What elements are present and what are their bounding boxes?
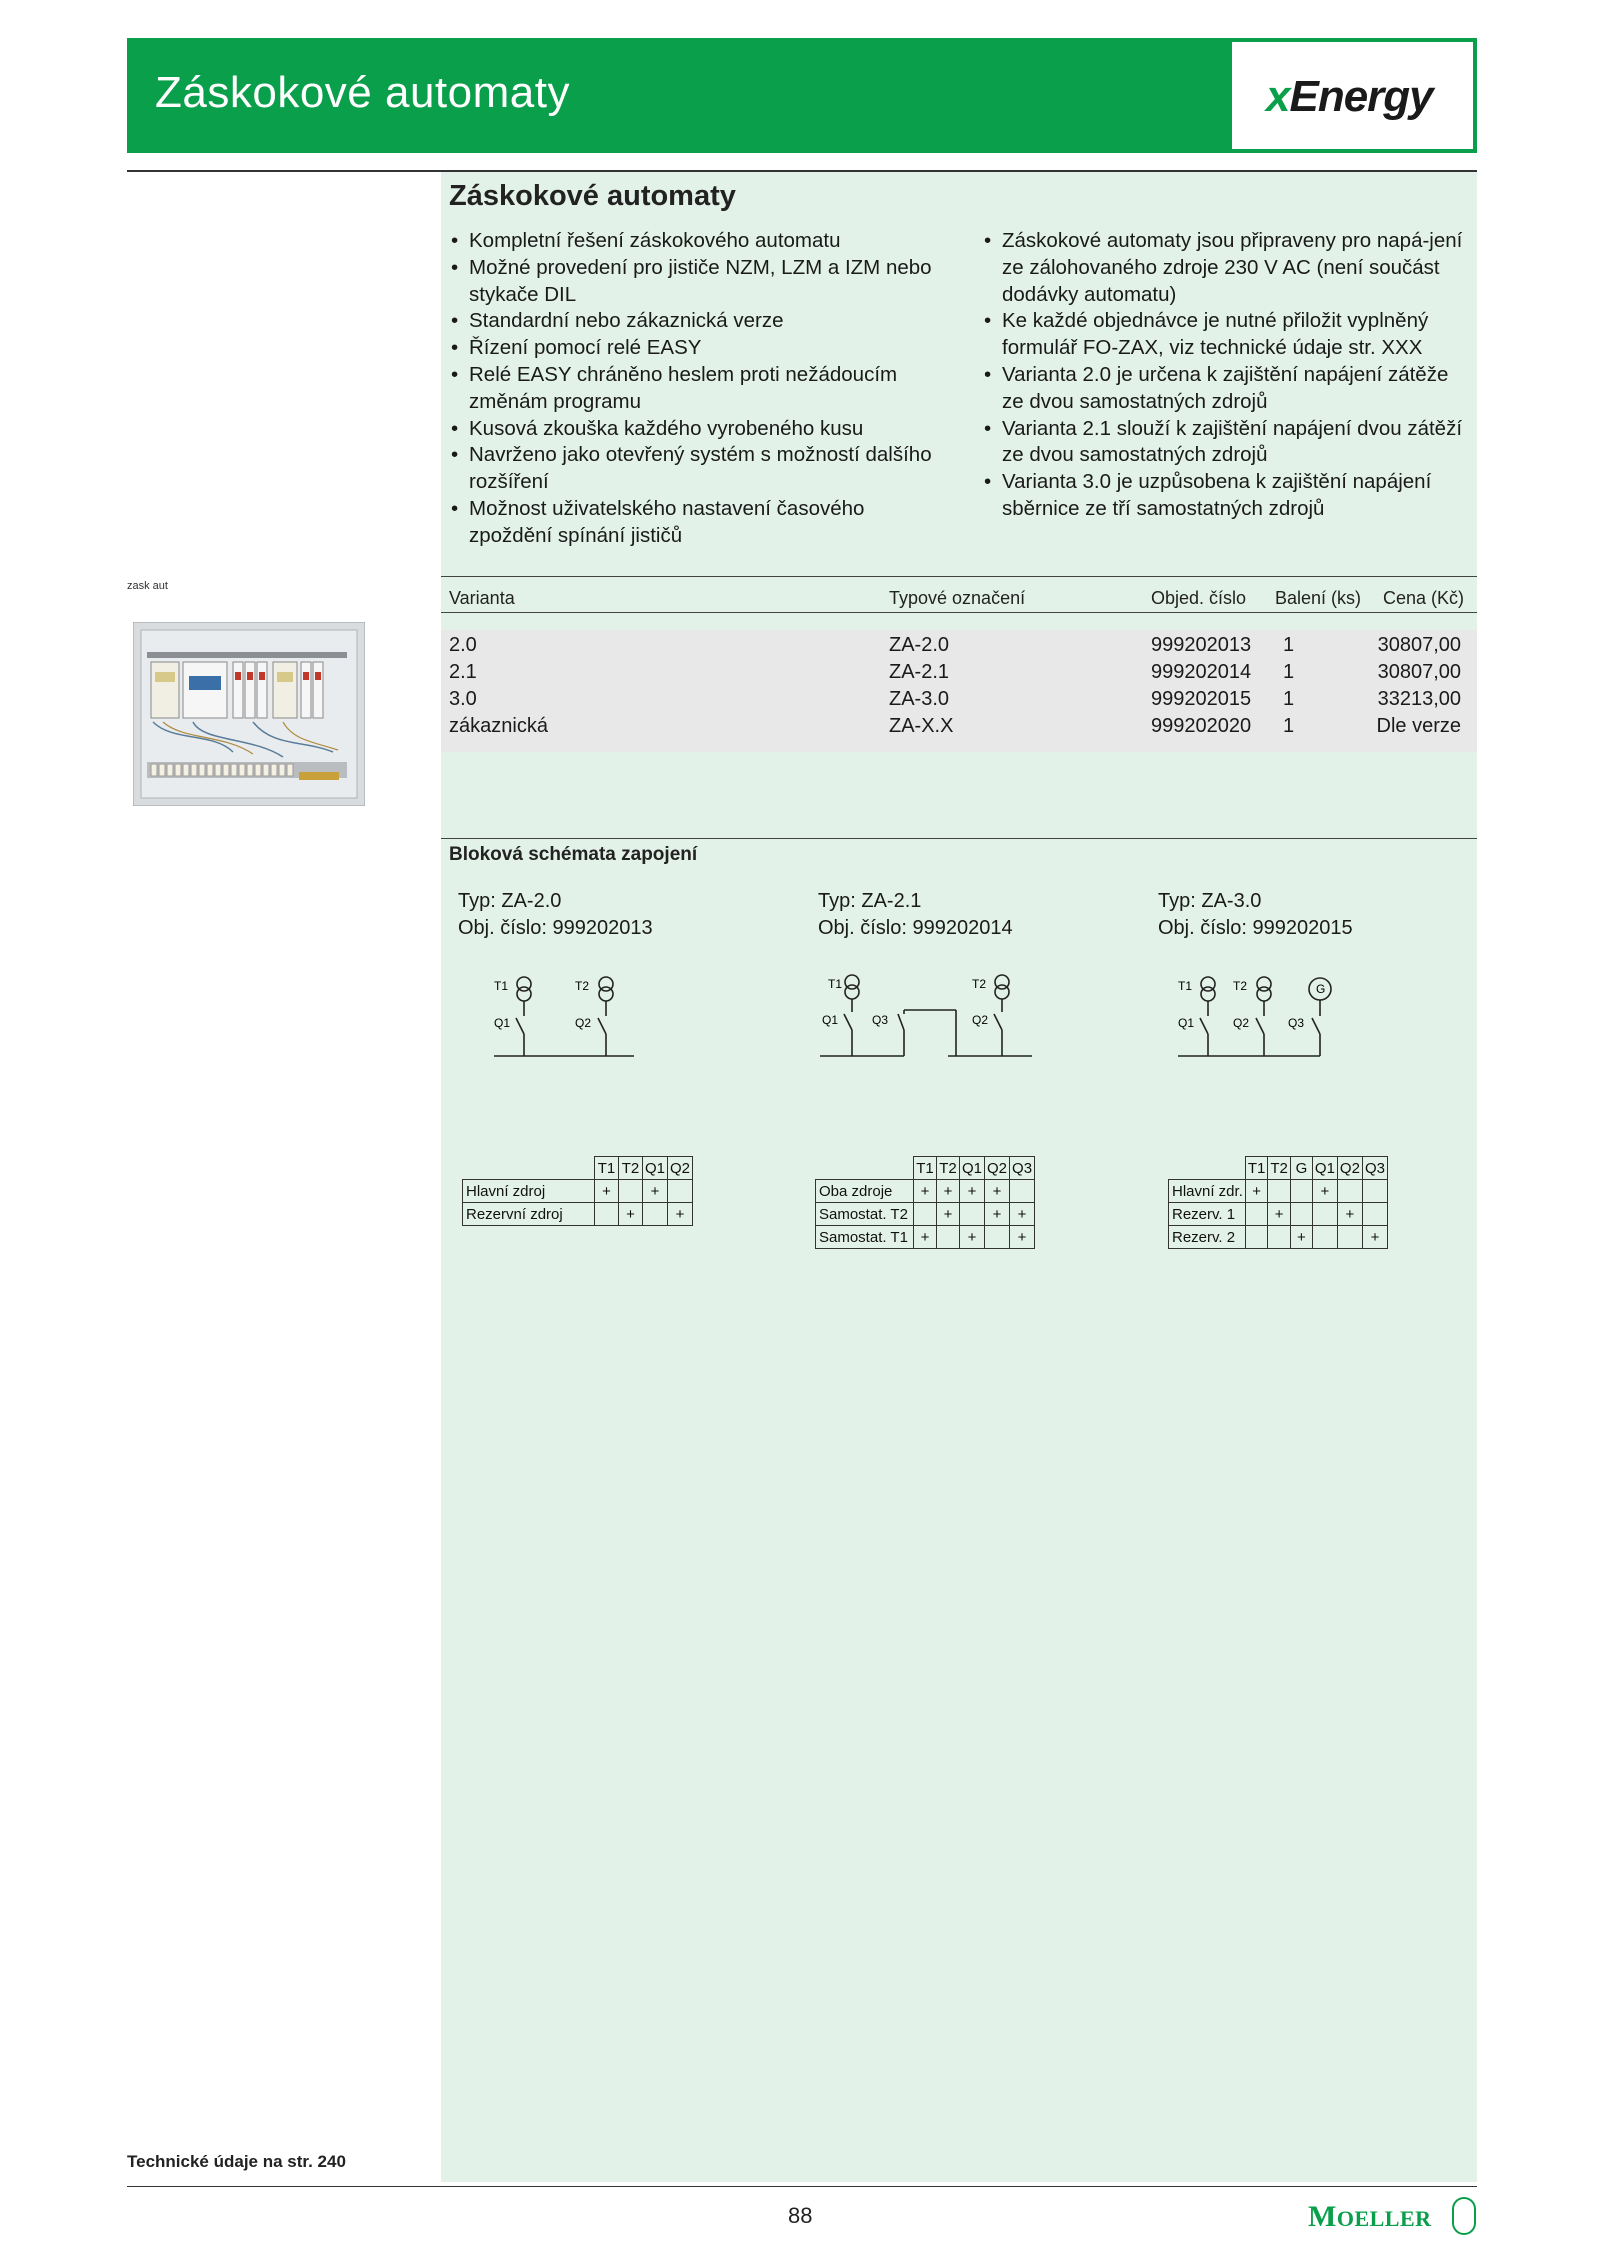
table-row <box>1169 1226 1388 1249</box>
col-header: Q2 <box>985 1157 1010 1180</box>
label-q2: Q2 <box>972 1013 989 1027</box>
label-t2: T2 <box>575 979 590 993</box>
table-row <box>441 634 1477 661</box>
list-item: • Možnost uživatelského nastavení časového zpoždění spínání jističů <box>449 496 949 550</box>
table-cell <box>1245 1226 1268 1249</box>
col-header: Q2 <box>1337 1157 1362 1180</box>
col-header: T2 <box>1268 1157 1291 1180</box>
table-cell: + <box>937 1203 960 1226</box>
col-header-pack: Balení (ks) <box>1275 588 1362 608</box>
label-t1: T1 <box>494 979 509 993</box>
label-q1: Q1 <box>822 1013 839 1027</box>
label-q3: Q3 <box>872 1013 889 1027</box>
table-cell <box>1312 1203 1337 1226</box>
schemes-rule <box>441 838 1477 839</box>
logo-word: Energy <box>1289 72 1433 121</box>
scheme-diagram-1 <box>458 950 658 1070</box>
table-cell: + <box>1337 1203 1362 1226</box>
scheme-za-2-1 <box>818 888 1013 1027</box>
table-cell: + <box>643 1180 668 1203</box>
product-table-header <box>441 582 1477 614</box>
table-row <box>463 1180 693 1203</box>
cell-type: ZA-2.0 <box>889 634 950 656</box>
feature-list-left <box>449 228 949 550</box>
table-row <box>816 1203 1035 1226</box>
cell-variant: 2.1 <box>449 661 477 683</box>
product-photo <box>133 622 365 806</box>
scheme-diagram-3 <box>1158 950 1378 1070</box>
cell-variant: zákaznická <box>449 715 548 737</box>
cell-order-no: 999202020 <box>1151 715 1252 737</box>
table-cell: + <box>1362 1226 1387 1249</box>
col-header-order-no: Objed. číslo <box>1151 588 1247 608</box>
scheme-za-2-0 <box>458 888 653 1030</box>
list-item: • Záskokové automaty jsou připraveny pro napá-jení ze zálohovaného zdroje 230 V AC (není součást dodávky automatu) <box>982 228 1472 308</box>
table-cell <box>619 1180 643 1203</box>
table-cell: + <box>914 1180 937 1203</box>
brand-first-letter: M <box>1308 2200 1337 2233</box>
list-item: • Varianta 2.0 je určena k zajištění napájení zátěže ze dvou samostatných zdrojů <box>982 362 1472 416</box>
brand-rest: OELLER <box>1336 2206 1432 2231</box>
page-number: 88 <box>788 2203 813 2228</box>
table-row <box>463 1203 693 1226</box>
row-label: Hlavní zdroj <box>463 1180 595 1203</box>
switching-table-za-2-1 <box>815 1156 1035 1249</box>
table-cell <box>937 1226 960 1249</box>
col-header: T1 <box>914 1157 937 1180</box>
table-cell: + <box>1010 1203 1035 1226</box>
label-t2: T2 <box>972 977 987 991</box>
label-t1: T1 <box>1178 979 1193 993</box>
col-header: G <box>1290 1157 1312 1180</box>
table-cell <box>985 1226 1010 1249</box>
list-item: • Kompletní řešení záskokového automatu <box>449 228 949 255</box>
scheme-type: Typ: ZA-2.1 <box>818 890 922 912</box>
list-item: • Kusová zkouška každého vyrobeného kusu <box>449 416 949 443</box>
col-header: T2 <box>937 1157 960 1180</box>
table-row <box>816 1226 1035 1249</box>
list-item: • Relé EASY chráněno heslem proti nežádoucím změnám programu <box>449 362 949 416</box>
table-cell <box>1268 1180 1291 1203</box>
scheme-diagram-2 <box>818 950 1098 1070</box>
cell-order-no: 999202013 <box>1151 634 1252 656</box>
bottom-divider <box>127 2186 1477 2187</box>
tech-data-reference: Technické údaje na str. 240 <box>127 2152 346 2171</box>
table-row <box>1169 1157 1388 1180</box>
generator-icon: G <box>1316 982 1326 996</box>
section-title: Záskokové automaty <box>449 180 736 212</box>
table-cell: + <box>1010 1226 1035 1249</box>
list-item: • Možné provedení pro jističe NZM, LZM a IZM nebo stykače DIL <box>449 255 949 309</box>
table-cell: + <box>1268 1203 1291 1226</box>
table-cell <box>1010 1180 1035 1203</box>
col-header: T2 <box>619 1157 643 1180</box>
list-item: • Varianta 2.1 slouží k zajištění napájení dvou zátěží ze dvou samostatných zdrojů <box>982 416 1472 470</box>
row-label: Samostat. T2 <box>816 1203 914 1226</box>
table-cell <box>1245 1203 1268 1226</box>
table-cell <box>1312 1226 1337 1249</box>
table-cell: + <box>985 1203 1010 1226</box>
table-cell: + <box>668 1203 693 1226</box>
list-item: • Varianta 3.0 je uzpůsobena k zajištění napájení sběrnice ze tří samostatných zdrojů <box>982 469 1472 523</box>
label-q3: Q3 <box>1288 1016 1305 1030</box>
table-cell: + <box>914 1226 937 1249</box>
table-row <box>1169 1203 1388 1226</box>
table-cell: + <box>1312 1180 1337 1203</box>
col-header: T1 <box>595 1157 619 1180</box>
table-cell: + <box>595 1180 619 1203</box>
list-item: • Ke každé objednávce je nutné přiložit vyplněný formulář FO-ZAX, viz technické údaje str. XXX <box>982 308 1472 362</box>
label-q1: Q1 <box>1178 1016 1195 1030</box>
table-cell <box>914 1203 937 1226</box>
col-header: Q1 <box>960 1157 985 1180</box>
table-cell: + <box>1245 1180 1268 1203</box>
label-q2: Q2 <box>575 1016 592 1030</box>
row-label: Oba zdroje <box>816 1180 914 1203</box>
table-row <box>816 1180 1035 1203</box>
table-top-rule <box>441 576 1477 577</box>
logo-prefix: x <box>1266 72 1290 121</box>
table-cell <box>643 1203 668 1226</box>
table-cell: + <box>1290 1226 1312 1249</box>
cell-price: 30807,00 <box>1377 661 1461 683</box>
cell-order-no: 999202014 <box>1151 661 1252 683</box>
switching-table-za-2-0 <box>462 1156 693 1226</box>
cell-type: ZA-3.0 <box>889 688 950 710</box>
scheme-type: Typ: ZA-3.0 <box>1158 890 1262 912</box>
scheme-type: Typ: ZA-2.0 <box>458 890 562 912</box>
table-cell <box>1290 1180 1312 1203</box>
table-row <box>441 715 1477 742</box>
scheme-order-no: Obj. číslo: 999202015 <box>1158 917 1353 939</box>
table-cell <box>1337 1180 1362 1203</box>
table-cell: + <box>960 1180 985 1203</box>
table-cell <box>960 1203 985 1226</box>
list-item: • Navrženo jako otevřený systém s možností dalšího rozšíření <box>449 442 949 496</box>
page-title: Záskokové automaty <box>155 68 570 117</box>
cell-variant: 2.0 <box>449 634 477 656</box>
cell-variant: 3.0 <box>449 688 477 710</box>
scheme-order-no: Obj. číslo: 999202013 <box>458 917 653 939</box>
product-table-body <box>441 630 1477 752</box>
cell-pack: 1 <box>1283 634 1295 656</box>
table-cell <box>668 1180 693 1203</box>
label-t2: T2 <box>1233 979 1248 993</box>
table-cell <box>1337 1226 1362 1249</box>
table-row <box>463 1157 693 1180</box>
cell-order-no: 999202015 <box>1151 688 1252 710</box>
table-row <box>441 661 1477 688</box>
table-cell <box>595 1203 619 1226</box>
row-label: Hlavní zdr. <box>1169 1180 1246 1203</box>
cell-type: ZA-X.X <box>889 715 954 737</box>
table-cell <box>1268 1226 1291 1249</box>
row-label: Samostat. T1 <box>816 1226 914 1249</box>
scheme-za-3-0 <box>1158 888 1353 1030</box>
table-cell: + <box>960 1226 985 1249</box>
col-header-variant: Varianta <box>449 588 515 608</box>
moeller-emblem-icon <box>1452 2197 1476 2235</box>
label-q1: Q1 <box>494 1016 511 1030</box>
logo-text <box>1266 72 1433 122</box>
row-label: Rezervní zdroj <box>463 1203 595 1226</box>
col-header: Q1 <box>643 1157 668 1180</box>
col-header-price: Cena (Kč) <box>1383 588 1465 608</box>
table-row <box>441 688 1477 715</box>
scheme-order-no: Obj. číslo: 999202014 <box>818 917 1013 939</box>
cell-price: 33213,00 <box>1377 688 1461 710</box>
col-header: Q3 <box>1362 1157 1387 1180</box>
table-cell: + <box>937 1180 960 1203</box>
table-cell: + <box>985 1180 1010 1203</box>
switching-table-za-3-0 <box>1168 1156 1388 1249</box>
photo-caption: zask aut <box>127 580 168 592</box>
col-header: T1 <box>1245 1157 1268 1180</box>
row-label: Rezerv. 2 <box>1169 1226 1246 1249</box>
col-header: Q3 <box>1010 1157 1035 1180</box>
cell-pack: 1 <box>1283 688 1295 710</box>
table-row <box>816 1157 1035 1180</box>
list-item: • Řízení pomocí relé EASY <box>449 335 949 362</box>
cell-pack: 1 <box>1283 661 1295 683</box>
schemes-title: Bloková schémata zapojení <box>449 844 698 865</box>
col-header: Q1 <box>1312 1157 1337 1180</box>
list-item: • Standardní nebo zákaznická verze <box>449 308 949 335</box>
table-cell <box>1362 1203 1387 1226</box>
cell-price: 30807,00 <box>1377 634 1461 656</box>
table-cell: + <box>619 1203 643 1226</box>
table-header-rule <box>441 612 1477 613</box>
header-bar <box>127 38 1477 153</box>
moeller-logo <box>1308 2200 1432 2234</box>
table-cell <box>1362 1180 1387 1203</box>
label-q2: Q2 <box>1233 1016 1250 1030</box>
label-t1: T1 <box>828 977 843 991</box>
cell-pack: 1 <box>1283 715 1295 737</box>
table-row <box>1169 1180 1388 1203</box>
col-header-type: Typové označení <box>889 588 1026 608</box>
cell-price: Dle verze <box>1376 715 1461 737</box>
xenergy-logo <box>1230 40 1475 151</box>
switchboard-image <box>133 622 365 806</box>
cell-type: ZA-2.1 <box>889 661 950 683</box>
col-header: Q2 <box>668 1157 693 1180</box>
row-label: Rezerv. 1 <box>1169 1203 1246 1226</box>
content-panel <box>441 172 1477 2182</box>
feature-list-right <box>982 228 1472 523</box>
table-cell <box>1290 1203 1312 1226</box>
